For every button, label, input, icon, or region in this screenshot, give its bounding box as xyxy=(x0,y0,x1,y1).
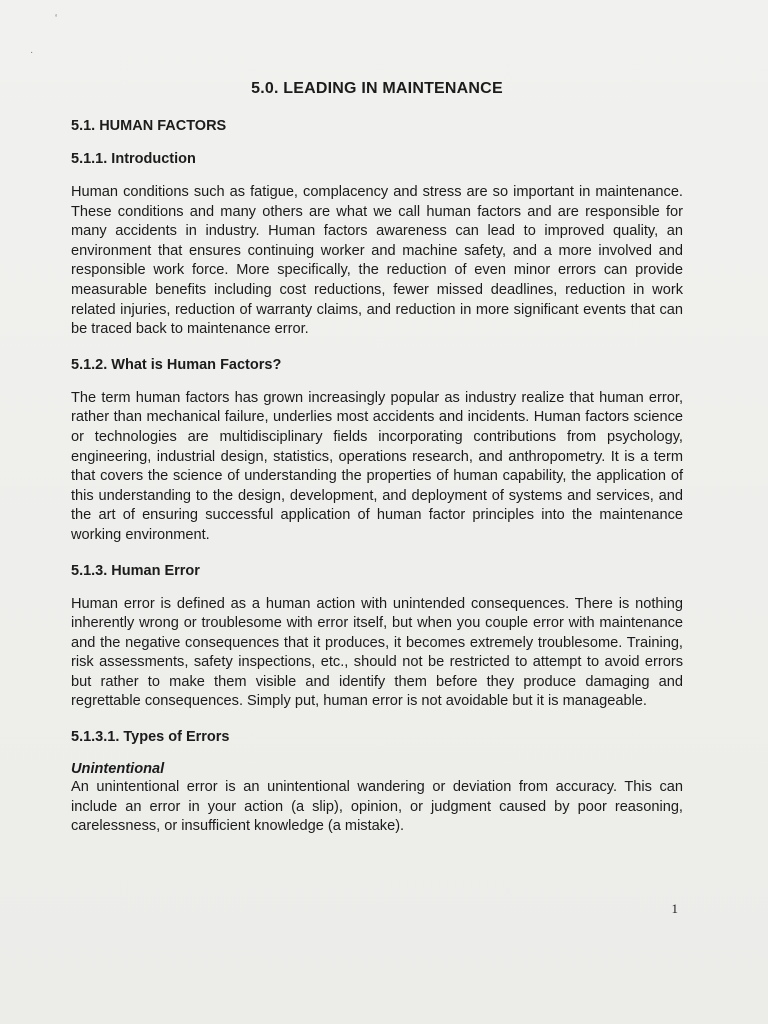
what-is-human-factors-paragraph: The term human factors has grown increasingly popular as industry realize that human error, rather than mechanical failure, underlies most accidents and incidents. Human factors science or technologies are multidisciplinary fields incorporating contributions from psychology, engineering, industrial design, statistics, operations research, and anthropometry. It is a term that covers the science of understanding the properties of human capability, the application of this understanding to the design, development, and deployment of systems and services, and the art of ensuring successful application of human factor principles into the maintenance working environment. xyxy=(71,389,683,543)
introduction-paragraph: Human conditions such as fatigue, complacency and stress are so important in maintenance. These conditions and many others are what we call human factors and are responsible for many accidents in industry. Human factors awareness can lead to improved quality, an environment that ensures continuing worker and machine safety, and a more involved and responsible work force. More specifically, the reduction of even minor errors can provide measurable benefits including cost reductions, fewer missed deadlines, reduction in work related injuries, reduction of warranty claims, and reduction in more significant events that can be traced back to maintenance error. xyxy=(71,184,683,338)
page-number: 1 xyxy=(671,901,678,916)
document-title: 5.0. LEADING IN MAINTENANCE xyxy=(251,80,503,97)
document-body xyxy=(71,80,683,837)
section-heading-introduction: 5.1.1. Introduction xyxy=(71,151,196,167)
human-error-paragraph: Human error is defined as a human action with unintended consequences. There is nothing inherently wrong or troublesome with error itself, but when you couple error with maintenance and the negative consequences that it produces, it becomes extremely troublesome. Training, risk assessments, safety inspections, etc., should not be restricted to attempt to avoid errors but rather to make them visible and identify them before they produce damaging and regrettable consequences. Simply put, human error is not avoidable but it is manageable. xyxy=(71,595,683,710)
section-heading-types-of-errors: 5.1.3.1. Types of Errors xyxy=(71,729,230,746)
section-heading-human-factors: 5.1. HUMAN FACTORS xyxy=(71,118,227,134)
section-heading-what-is-human-factors: 5.1.2. What is Human Factors? xyxy=(71,356,282,373)
section-heading-human-error: 5.1.3. Human Error xyxy=(71,562,200,579)
subheading-unintentional: Unintentional xyxy=(71,761,165,778)
scan-speck: · xyxy=(30,47,34,58)
unintentional-paragraph: An unintentional error is an unintentional wandering or deviation from accuracy. This can include an error in your action (a slip), opinion, or judgment caused by poor reasoning, carelessness, or insufficient knowledge (a mistake). xyxy=(71,779,683,835)
scan-speck: ‘ xyxy=(55,13,58,24)
